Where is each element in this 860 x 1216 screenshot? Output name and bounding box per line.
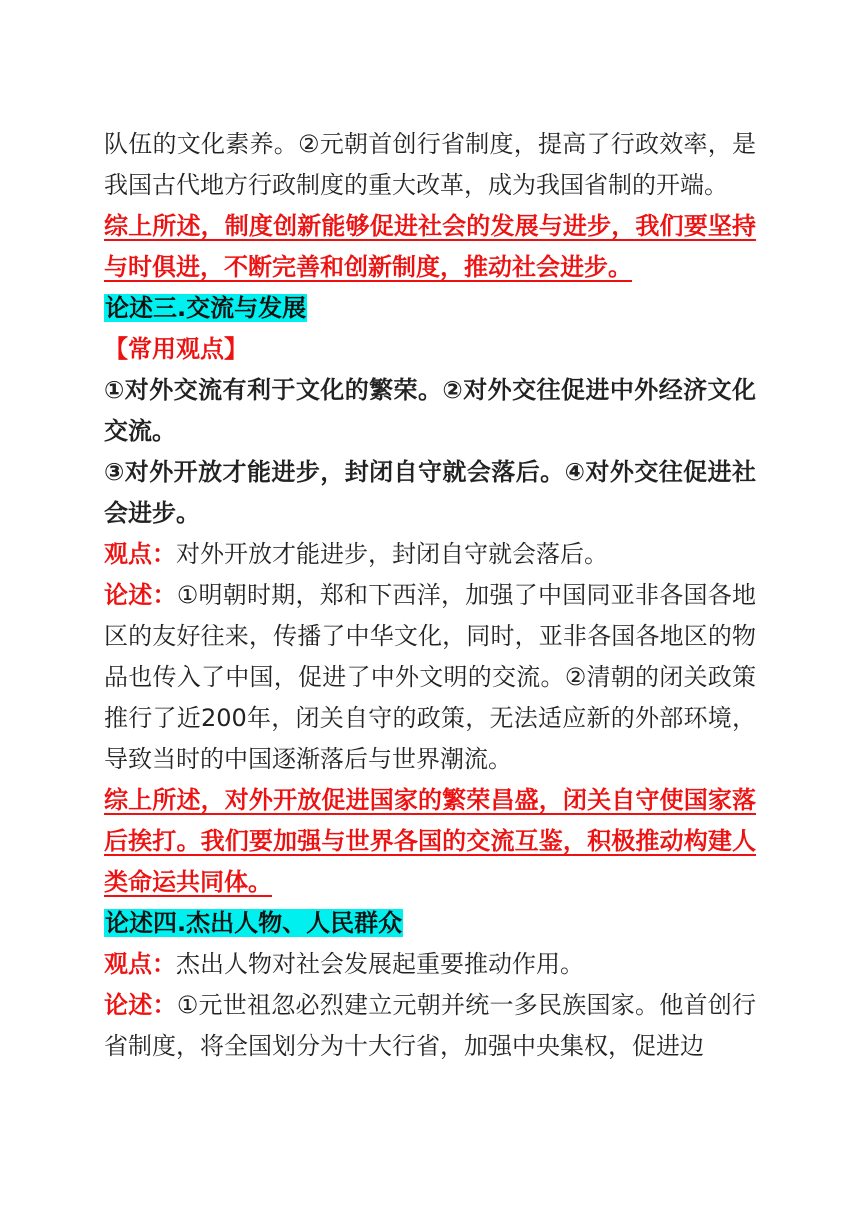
section-four-heading: 论述四.杰出人物、人民群众: [105, 909, 403, 937]
common-view-points-1: ①对外交流有利于文化的繁荣。②对外交往促进中外经济文化交流。: [104, 376, 756, 445]
view-label: 观点：: [104, 540, 176, 568]
view-label: 观点：: [104, 950, 176, 978]
argument-text: ①明朝时期，郑和下西洋，加强了中国同亚非各国各地区的友好往来，传播了中华文化，同时，亚非各国各地区的物品也传入了中国，促进了中外文明的交流。②清朝的闭关政策推行了近200年，闭关自守的政策，无法适应新的外部环境，导致当时的中国逐渐落后与世界潮流。: [104, 581, 757, 773]
section-three-heading: 论述三.交流与发展: [105, 294, 307, 322]
argument-text: ①元世祖忽必烈建立元朝并统一多民族国家。他首创行省制度，将全国划分为十大行省，加强中央集权，促进边: [104, 991, 757, 1060]
common-view-points-2: ③对外开放才能进步，封闭自守就会落后。④对外交往促进社会进步。: [104, 458, 756, 527]
summary-opening-up: [104, 780, 756, 903]
argument-label: 论述：: [104, 991, 177, 1019]
common-views-label: 【常用观点】: [104, 335, 248, 363]
summary-text: 综上所述，对外开放促进国家的繁荣昌盛，闭关自守使国家落后挨打。我们要加强与世界各国的交流互鉴，积极推动构建人类命运共同体。: [104, 786, 756, 896]
section-three-argument: [104, 575, 756, 780]
section-three-heading-line: [104, 288, 756, 329]
section-four-heading-line: [104, 903, 756, 944]
paragraph-continuation: 队伍的文化素养。②元朝首创行省制度，提高了行政效率，是我国古代地方行政制度的重大改革，成为我国省制的开端。: [104, 130, 756, 199]
summary-text: 综上所述，制度创新能够促进社会的发展与进步，我们要坚持与时俱进，不断完善和创新制度，推动社会进步。: [104, 212, 756, 281]
section-four-view: [104, 944, 756, 985]
section-three-view: [104, 534, 756, 575]
summary-institution-innovation: [104, 206, 756, 288]
common-views-label-line: [104, 329, 756, 370]
view-text: 杰出人物对社会发展起重要推动作用。: [176, 950, 584, 978]
section-four-argument: [104, 985, 756, 1067]
document-page: [104, 124, 756, 1067]
view-text: 对外开放才能进步，封闭自守就会落后。: [176, 540, 608, 568]
argument-label: 论述：: [104, 581, 177, 609]
